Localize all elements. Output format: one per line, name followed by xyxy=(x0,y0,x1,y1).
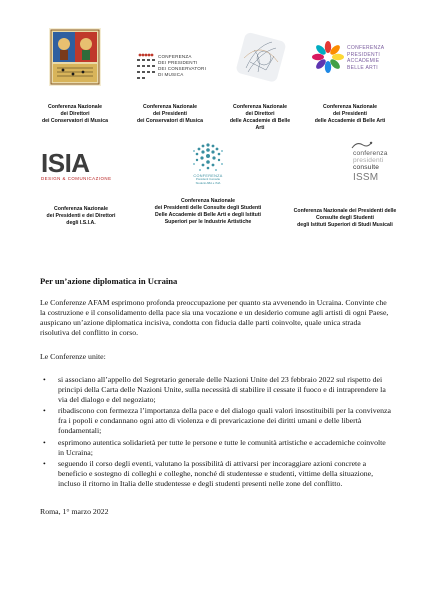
signature-block xyxy=(40,507,392,517)
caption-line: dei Presidenti xyxy=(152,111,188,117)
caption-line: dei Direttori xyxy=(245,111,275,117)
caption-line: dei Conservatori di Musica xyxy=(136,118,203,124)
logo-text: presidenti xyxy=(353,157,384,165)
caption-line: Consulte degli Studenti xyxy=(316,215,374,221)
list-item xyxy=(40,375,392,405)
logo-text: BELLE ARTI xyxy=(347,64,378,71)
bullet-icon: • xyxy=(43,458,46,468)
caption-line: Delle Accademie di Belle Arti e degli Istituti xyxy=(155,212,261,218)
caption-line: dei Presidenti delle Consulte degli Studenti xyxy=(154,205,262,211)
logo-text: ACCADEMIE xyxy=(347,58,380,64)
date-signature: Roma, 1° marzo 2022 xyxy=(40,507,109,516)
logo-block-consulte-aba-isia xyxy=(138,140,278,226)
logo-text: DEI CONSERVATORI xyxy=(158,66,207,71)
caption-line: Superiori per le Industrie Artistiche xyxy=(164,219,252,225)
logo-text: DEI PRESIDENTI xyxy=(158,60,198,65)
logo-block-consulte-issm xyxy=(282,138,408,229)
sketch-drawing-logo xyxy=(232,28,288,86)
caption-line: dei Conservatori di Musica xyxy=(41,118,108,124)
intro-paragraph-block xyxy=(40,298,392,338)
lead-line: Le Conferenze unite: xyxy=(40,352,106,361)
caption-line: degli I.S.I.A. xyxy=(66,220,96,226)
logo-text: ISSM xyxy=(353,171,379,183)
caption-line: delle Accademie di Belle xyxy=(229,118,291,124)
caption-line: dei Presidenti e dei Direttori xyxy=(46,213,116,219)
logo-block-direttori-accademie xyxy=(212,28,308,132)
bullet-list-block xyxy=(40,375,392,490)
logo-block-presidenti-conservatori xyxy=(120,28,220,125)
consulte-issm-logo xyxy=(315,138,388,196)
logo-block-isia xyxy=(26,148,136,227)
logo-text: CONFERENZA xyxy=(347,45,385,51)
bullet-list xyxy=(40,375,392,489)
list-item-text: esprimono autentica solidarietà per tutte le persone e tutte le comunità artistiche e accademiche coinvolte in Ucraina; xyxy=(58,437,386,457)
caption-line: dei Presidenti xyxy=(332,111,368,117)
list-item-text: si associano all’appello del Segretario generale delle Nazioni Unite del 23 febbraio 2022 sul rispetto dei principi della Carta delle Nazioni Unite, sulla necessità di stabilire il cessate il fuoco e di intraprendere la via del dialogo e del negoziato; xyxy=(58,375,386,405)
logo-text: DI MUSICA xyxy=(158,72,184,77)
caption-line: degli Istituti Superiori di Studi Musicali xyxy=(297,222,393,228)
logo-text: PRESIDENTI xyxy=(347,51,381,58)
logo-text: Presidenti Consulte xyxy=(195,177,221,182)
caption-line: Conferenza Nazionale dei Presidenti delle xyxy=(293,208,397,214)
logo-block-direttori-conservatori xyxy=(30,28,120,125)
lead-block xyxy=(40,352,392,362)
caption-line: Conferenza Nazionale xyxy=(54,206,108,212)
bullet-icon: • xyxy=(43,375,46,384)
list-item xyxy=(40,459,392,489)
intro-paragraph: Le Conferenze AFAM esprimono profonda preoccupazione per quanto sta avvenendo in Ucraina. Convinte che la costruzione e il consolidamento della pace sia una vocazione e un desiderio comune agli artisti di ogni Paese, auspicano un’azione diplomatica incisiva, condotta con fiducia dalle parti coinvolte, quale unica strada risolutiva del conflitto in corso. xyxy=(40,298,389,338)
page-title: Per un’azione diplomatica in Ucraina xyxy=(40,276,178,286)
caption-line: Conferenza Nazionale xyxy=(143,104,197,110)
logo-text: conferenza xyxy=(353,150,388,157)
isia-logo xyxy=(35,148,127,188)
caption-line: Arti xyxy=(255,125,265,131)
caption-line: Conferenza Nazionale xyxy=(48,104,102,110)
list-item-text: ribadiscono con fermezza l’importanza della pace e del dialogo quali valori insostituibili per la convivenza fra i popoli e condannano ogni atto di violenza e di prevaricazione dei diritti umani e delle libertà fondamentali; xyxy=(58,406,391,436)
logo-text: consulte xyxy=(353,164,380,172)
isia-wordmark: ISIA xyxy=(41,148,90,178)
caption-line: Conferenza Nazionale xyxy=(323,104,377,110)
colorful-star-logo xyxy=(309,28,391,86)
list-item xyxy=(40,438,392,458)
caption-line: Conferenza Nazionale xyxy=(181,198,235,204)
bullet-icon: • xyxy=(43,437,46,447)
bullet-icon: • xyxy=(43,406,46,416)
caption-line: Conferenza Nazionale xyxy=(233,104,287,110)
conferenza-presidenti-conservatori-logo xyxy=(130,28,210,86)
dotted-circle-logo xyxy=(183,140,233,190)
isia-tagline: DESIGN & COMUNICAZIONE xyxy=(41,176,112,181)
list-item-text: seguendo il corso degli eventi, valutano la possibilità di attivarsi per incoraggiare azioni concrete a beneficio e sostegno di colleghi e colleghe, nonché di studentesse e studenti, vittime della situazione, incluso il ritorno in Italia delle studentesse e degli studenti presenti nelle zone del conflitto. xyxy=(58,458,374,488)
logo-text: CONFERENZA xyxy=(158,54,192,59)
medieval-music-manuscript-logo xyxy=(49,28,101,86)
caption-line: delle Accademie di Belle Arti xyxy=(314,118,386,124)
logo-text: CONFERENZA xyxy=(193,174,223,178)
logo-text: Studenti ABA e ISIA xyxy=(195,180,221,185)
list-item xyxy=(40,406,392,436)
caption-line: dei Direttori xyxy=(60,111,90,117)
logo-block-presidenti-accademie xyxy=(300,28,400,125)
